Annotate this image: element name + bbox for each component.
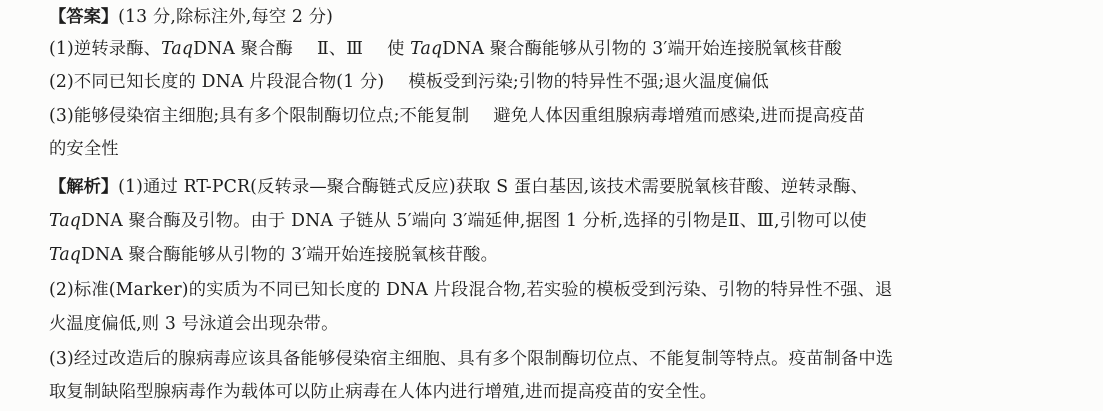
analysis-p1-line-1 (49, 172, 868, 202)
analysis-p1-text-1: (1)通过 RT-PCR(反转录—聚合酶链式反应)获取 S 蛋白基因,该技术需要脱氧核苷酸、逆转录酶、 (118, 177, 869, 197)
answer-q1-part-a: (1)逆转录酶、 (49, 39, 162, 59)
answer-q1-taq: Taq (161, 39, 194, 59)
answer-q1-line (49, 34, 842, 64)
analysis-p2-line-1 (49, 275, 893, 305)
analysis-p1-text-3: DNA 聚合酶能够从引物的 3′端开始连接脱氧核苷酸。 (81, 245, 499, 265)
answer-score-note: (13 分,除标注外,每空 2 分) (118, 7, 334, 27)
analysis-p1-line-3 (49, 240, 498, 270)
answer-q3-part-a: (3)能够侵染宿主细胞;具有多个限制酶切位点;不能复制 (49, 106, 470, 126)
answer-q2-part-a: (2)不同已知长度的 DNA 片段混合物(1 分) (49, 72, 385, 92)
answer-q3-part-b: 避免人体因重组腺病毒增殖而感染,进而提高疫苗 (493, 106, 866, 126)
analysis-p1-taq: Taq (49, 211, 81, 231)
answer-q1-taq2: Taq (410, 39, 443, 59)
answer-q3-part-c: 的安全性 (49, 139, 119, 159)
answer-q1-part-e: DNA 聚合酶能够从引物的 3′端开始连接脱氧核苷酸 (442, 39, 842, 59)
analysis-p1-line-2 (49, 206, 867, 236)
analysis-p1-text-2: DNA 聚合酶及引物。由于 DNA 子链从 5′端向 3′端延伸,据图 1 分析,选择的引物是Ⅱ、Ⅲ,引物可以使 (81, 211, 867, 231)
analysis-p3-line-2 (49, 377, 717, 407)
answer-q1-primers: Ⅱ、Ⅲ (316, 39, 364, 59)
answer-q3-line-1 (49, 101, 865, 131)
analysis-p2-text-1: (2)标准(Marker)的实质为不同已知长度的 DNA 片段混合物,若实验的模板受到污染、引物的特异性不强、退 (49, 280, 893, 300)
analysis-p2-line-2 (49, 309, 339, 339)
answer-q3-line-2 (49, 134, 119, 164)
analysis-p3-line-1 (49, 344, 893, 374)
analysis-p2-text-2: 火温度偏低,则 3 号泳道会出现杂带。 (49, 314, 339, 334)
analysis-tag: 【解析】 (49, 177, 119, 197)
analysis-p1-taq-2: Taq (49, 245, 81, 265)
answer-header-line (49, 2, 333, 32)
analysis-p3-text-1: (3)经过改造后的腺病毒应该具备能够侵染宿主细胞、具有多个限制酶切位点、不能复制等特点。疫苗制备中选 (49, 349, 894, 369)
answer-q2-line (49, 67, 769, 97)
answer-q1-part-b: DNA 聚合酶 (193, 39, 293, 59)
answer-tag: 【答案】 (49, 7, 119, 27)
answer-q1-part-d: 使 (387, 39, 411, 59)
answer-q2-part-b: 模板受到污染;引物的特异性不强;退火温度偏低 (408, 72, 769, 92)
analysis-p3-text-2: 取复制缺陷型腺病毒作为载体可以防止病毒在人体内进行增殖,进而提高疫苗的安全性。 (49, 382, 718, 402)
